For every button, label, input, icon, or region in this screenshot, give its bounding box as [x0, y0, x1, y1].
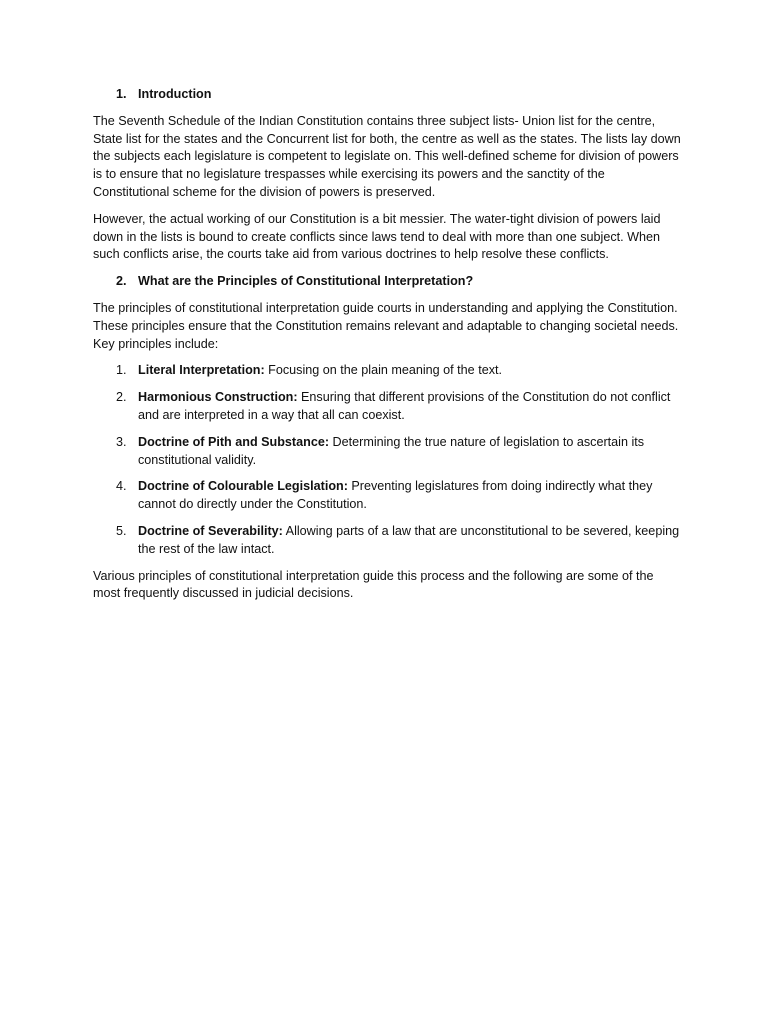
list-item-body: [138, 478, 683, 514]
section-heading-introduction: [93, 86, 683, 104]
list-item-body: [138, 523, 683, 559]
list-item-text: Allowing parts of a law that are unconstitutional to be severed, keeping the rest of the law intact.: [138, 523, 680, 556]
list-item-number: 1.: [116, 363, 127, 378]
list-item-term: Doctrine of Pith and Substance:: [138, 434, 330, 449]
list-item-text: Preventing legislatures from doing indirectly what they cannot do directly under the Constitution.: [138, 479, 653, 512]
list-item-text: Ensuring that different provisions of the Constitution do not conflict and are interpreted in a way that all can coexist.: [138, 390, 671, 422]
list-item: [93, 523, 683, 559]
list-item-text: Determining the true nature of legislation to ascertain its constitutional validity.: [138, 434, 645, 467]
list-item-term: Literal Interpretation:: [138, 363, 265, 378]
list-item-term: Doctrine of Severability:: [138, 523, 283, 538]
closing-paragraph: Various principles of constitutional interpretation guide this process and the following are some of the most frequently discussed in judicial decisions.: [93, 568, 654, 601]
list-item: [93, 434, 683, 470]
principles-intro-paragraph: The principles of constitutional interpretation guide courts in understanding and applying the Constitution. These principles ensure that the Constitution remains relevant and adaptable to changing societal needs. Key principles include:: [93, 300, 679, 351]
list-item-number: 2.: [116, 390, 127, 405]
list-item-number: 5.: [116, 523, 127, 538]
section-title: What are the Principles of Constitutional Interpretation?: [138, 274, 474, 289]
list-item-body: [138, 389, 683, 425]
document-page: [93, 86, 683, 612]
principles-list: [93, 362, 683, 558]
list-item-text: Focusing on the plain meaning of the text.: [264, 363, 502, 378]
intro-paragraph-1: The Seventh Schedule of the Indian Constitution contains three subject lists- Union list for the centre, State list for the states and the Concurrent list for both, the centre as well as the states. The lists lay down the subjects each legislature is competent to legislate on. This well-defined scheme for division of powers is to ensure that no legislature trespasses while exercising its powers and the sanctity of the Constitutional scheme for the division of powers is preserved.: [93, 113, 681, 199]
list-item-body: [138, 362, 683, 380]
section-number: 1.: [116, 87, 127, 101]
list-item: [93, 389, 683, 425]
list-item-term: Harmonious Construction:: [138, 390, 298, 405]
list-item-number: 3.: [116, 434, 127, 449]
section-heading-principles: [93, 273, 683, 291]
list-item: [93, 478, 683, 514]
section-number: 2.: [116, 274, 127, 289]
list-item-number: 4.: [116, 479, 127, 494]
list-item-body: [138, 434, 683, 470]
section-title: Introduction: [138, 87, 212, 101]
list-item: [93, 362, 683, 380]
intro-paragraph-2: However, the actual working of our Constitution is a bit messier. The water-tight division of powers laid down in the lists is bound to create conflicts since laws tend to deal with more than one subject. When such conflicts arise, the courts take aid from various doctrines to help resolve these conflicts.: [93, 211, 661, 262]
list-item-term: Doctrine of Colourable Legislation:: [138, 479, 348, 494]
